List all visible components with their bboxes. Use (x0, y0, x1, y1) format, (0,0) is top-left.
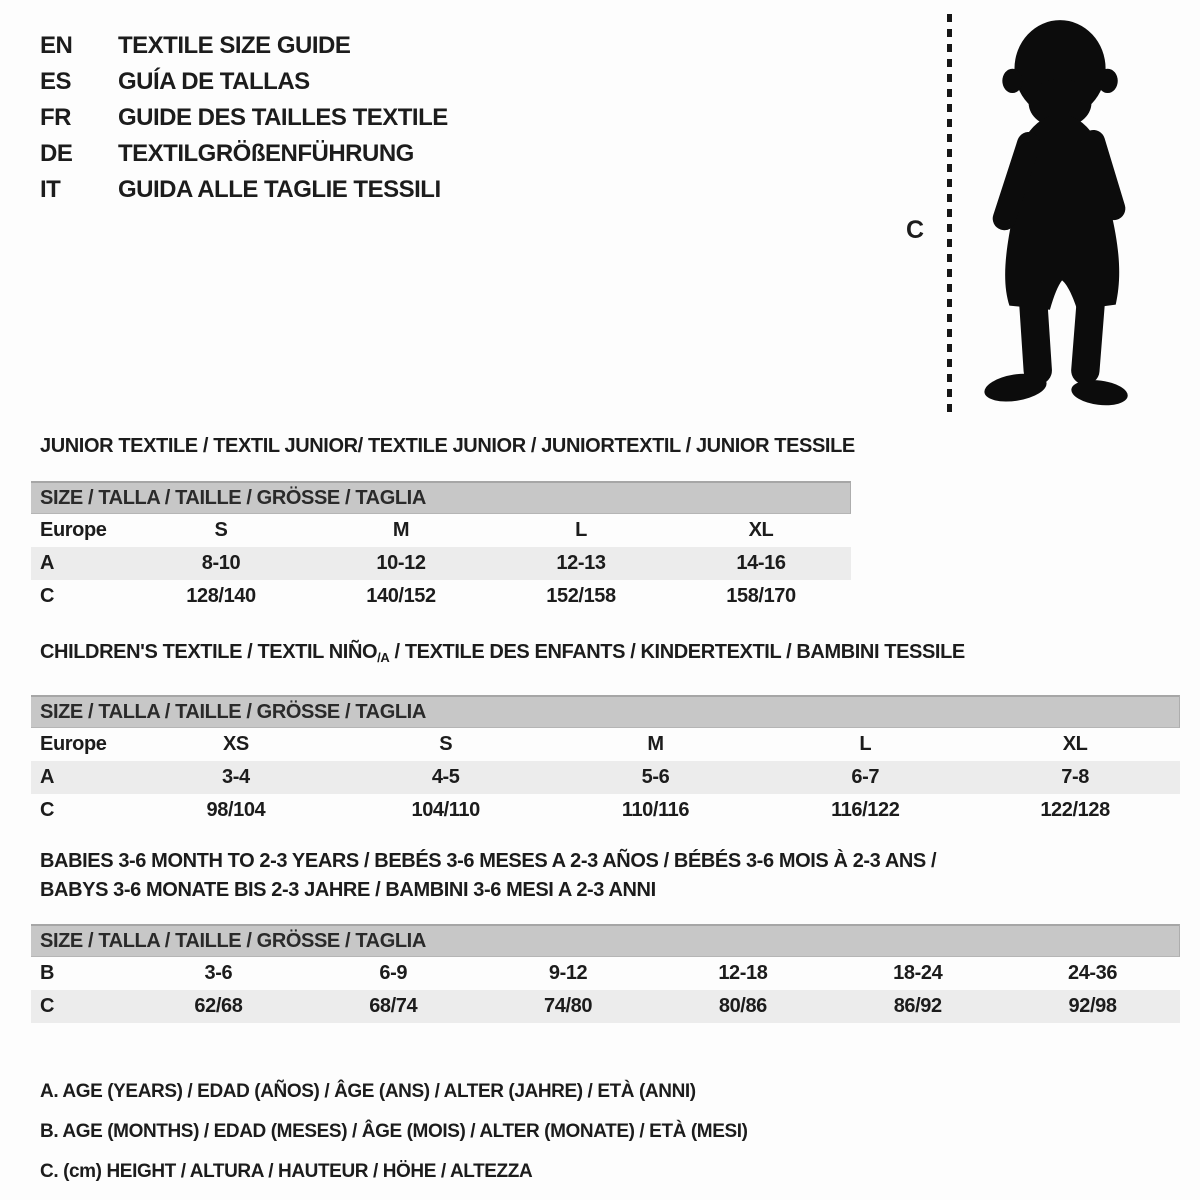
cell: 74/80 (544, 995, 593, 1017)
cell: 98/104 (206, 799, 266, 821)
junior-section-title: JUNIOR TEXTILE / TEXTIL JUNIOR/ TEXTILE JUNIOR / JUNIORTEXTIL / JUNIOR TESSILE (40, 435, 855, 457)
cell: 128/140 (186, 585, 256, 607)
height-measure-label: C (906, 216, 925, 244)
cell: XS (222, 733, 249, 755)
language-row-es (40, 64, 448, 100)
table-row-europe (31, 514, 851, 547)
language-code: FR (40, 104, 71, 131)
row-label: Europe (40, 519, 107, 541)
cell: 122/128 (1040, 799, 1110, 821)
language-row-en (40, 28, 448, 64)
height-dashed-line (947, 14, 952, 416)
cell: 116/122 (831, 799, 900, 821)
table-row-europe (31, 728, 1180, 761)
cell: 7-8 (1061, 766, 1089, 788)
cell: 86/92 (893, 995, 942, 1017)
row-label: A (40, 766, 55, 788)
language-row-fr (40, 100, 448, 136)
children-title-post: / TEXTILE DES ENFANTS / KINDERTEXTIL / BAMBINI TESSILE (389, 641, 965, 663)
language-title: TEXTILE SIZE GUIDE (118, 32, 351, 59)
cell: 9-12 (548, 962, 588, 984)
babies-size-header-bar: SIZE / TALLA / TAILLE / GRÖSSE / TAGLIA (31, 924, 1180, 957)
cell: 104/110 (411, 799, 480, 821)
footnote-height-cm: C. (cm) HEIGHT / ALTURA / HAUTEUR / HÖHE / ALTEZZA (40, 1161, 533, 1182)
babies-section-title-line1: BABIES 3-6 MONTH TO 2-3 YEARS / BEBÉS 3-6 MESES A 2-3 AÑOS / BÉBÉS 3-6 MOIS À 2-3 ANS / (40, 850, 937, 872)
language-title: TEXTILGRÖßENFÜHRUNG (118, 140, 414, 167)
children-title-pre: CHILDREN'S TEXTILE / TEXTIL NIÑO (40, 641, 378, 663)
language-code: DE (40, 140, 73, 167)
cell: M (647, 733, 664, 755)
table-row-height-cm (31, 794, 1180, 827)
cell: 12-13 (556, 552, 606, 574)
cell: S (439, 733, 453, 755)
cell: 6-7 (851, 766, 880, 788)
table-row-age-years (31, 547, 851, 580)
cell: 24-36 (1067, 962, 1118, 984)
section-babies-textile (31, 847, 1180, 1023)
section-junior-textile (31, 435, 855, 613)
row-label: C (40, 799, 55, 821)
cell: 110/116 (621, 799, 690, 821)
cell: M (392, 519, 410, 541)
junior-size-header-bar: SIZE / TALLA / TAILLE / GRÖSSE / TAGLIA (31, 481, 851, 514)
cell: 12-18 (718, 962, 768, 984)
cell: 92/98 (1068, 995, 1117, 1017)
section-childrens-textile (31, 641, 1180, 827)
language-code: EN (40, 32, 73, 59)
language-code: ES (40, 68, 72, 95)
language-title: GUÍA DE TALLAS (118, 68, 310, 95)
babies-section-title-line2: BABYS 3-6 MONATE BIS 2-3 JAHRE / BAMBINI 3-6 MESI A 2-3 ANNI (40, 879, 656, 901)
cell: 18-24 (893, 962, 943, 984)
table-row-height-cm (31, 580, 851, 613)
cell: 80/86 (718, 995, 767, 1017)
footnote-age-years: A. AGE (YEARS) / EDAD (AÑOS) / ÂGE (ANS) / ALTER (JAHRE) / ETÀ (ANNI) (40, 1081, 696, 1102)
cell: 4-5 (431, 766, 460, 788)
row-label: C (40, 585, 55, 607)
table-row-height-cm (31, 990, 1180, 1023)
cell: 14-16 (736, 552, 786, 574)
children-size-header-bar: SIZE / TALLA / TAILLE / GRÖSSE / TAGLIA (31, 695, 1180, 728)
footnote-age-months: B. AGE (MONTHS) / EDAD (MESES) / ÂGE (MOIS) / ALTER (MONATE) / ETÀ (MESI) (40, 1121, 748, 1142)
cell: 152/158 (546, 585, 616, 607)
row-label: C (40, 995, 55, 1017)
cell: XL (1062, 733, 1088, 755)
row-label: Europe (40, 733, 107, 755)
table-row-age-months (31, 957, 1180, 990)
cell: L (575, 519, 587, 541)
table-row-age-years (31, 761, 1180, 794)
cell: 62/68 (194, 995, 243, 1017)
language-row-it (40, 172, 448, 208)
cell: L (859, 733, 872, 755)
row-label: B (40, 962, 55, 984)
language-list (40, 28, 448, 208)
cell: 3-6 (204, 962, 233, 984)
cell: 10-12 (376, 552, 426, 574)
cell: 140/152 (366, 585, 436, 607)
language-title: GUIDA ALLE TAGLIE TESSILI (118, 176, 441, 203)
cell: 68/74 (369, 995, 418, 1017)
toddler-silhouette-icon (962, 10, 1152, 415)
language-row-de (40, 136, 448, 172)
footnotes (40, 1072, 748, 1192)
row-label: A (40, 552, 55, 574)
cell: 6-9 (379, 962, 408, 984)
height-figure (900, 8, 1180, 423)
language-title: GUIDE DES TAILLES TEXTILE (118, 104, 448, 131)
children-title-sub: /A (377, 650, 390, 665)
cell: 3-4 (222, 766, 250, 788)
cell: 5-6 (641, 766, 670, 788)
cell: XL (748, 519, 774, 541)
cell: 8-10 (201, 552, 241, 574)
children-section-title (40, 641, 1180, 669)
cell: S (214, 519, 228, 541)
language-code: IT (40, 176, 61, 203)
cell: 158/170 (726, 585, 796, 607)
